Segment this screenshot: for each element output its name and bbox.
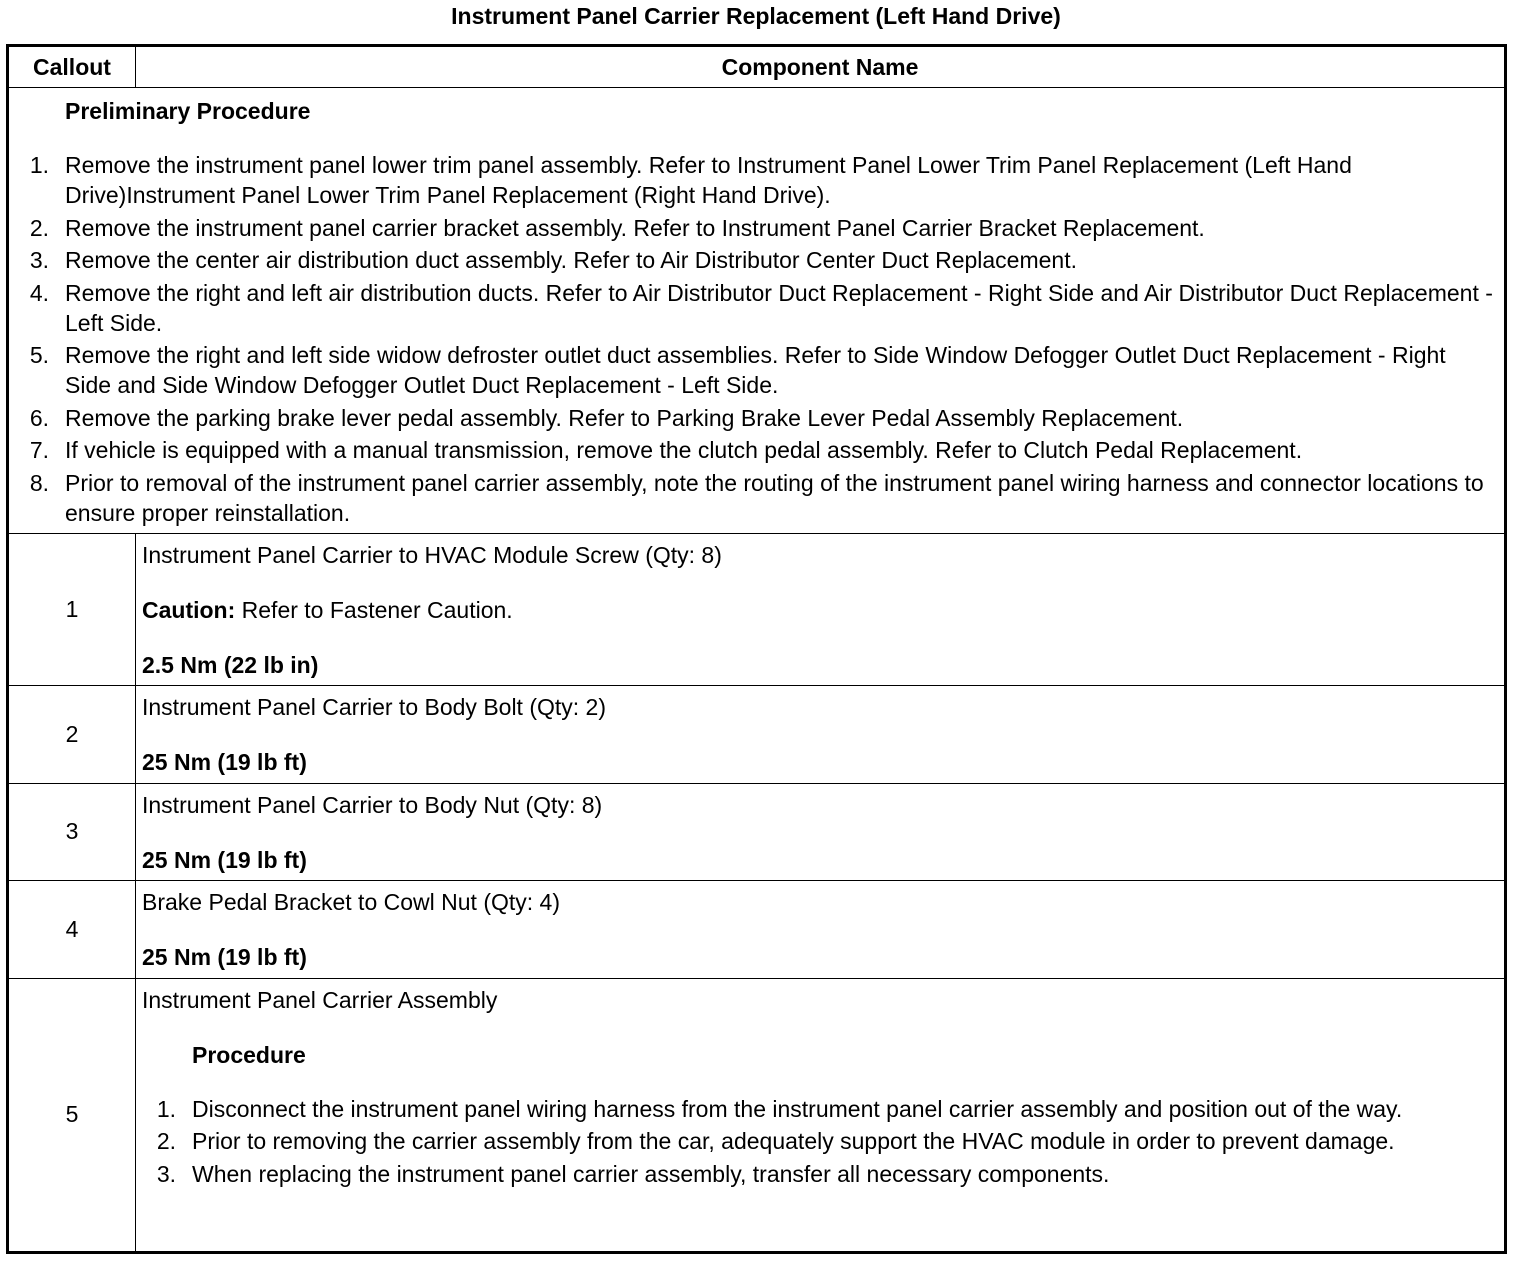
table-row <box>8 534 1506 686</box>
preliminary-step: 4. Remove the right and left air distribution ducts. Refer to Air Distributor Duct Replacement - Right Side and Air Distributor Duct Replacement - Left Side. <box>29 279 1493 336</box>
procedure-step: 2. Prior to removing the carrier assembly from the car, adequately support the HVAC module in order to prevent damage. <box>156 1128 1395 1154</box>
procedure-step: 1. Disconnect the instrument panel wiring harness from the instrument panel carrier assembly and position out of the way. <box>156 1095 1403 1122</box>
callout-cell: 1 <box>8 534 136 686</box>
table-row <box>8 686 1506 784</box>
procedure-title: Procedure <box>192 1041 306 1068</box>
component-cell <box>136 978 1506 1252</box>
preliminary-row <box>8 88 1506 534</box>
table-row <box>8 881 1506 979</box>
callout-header: Callout <box>8 46 136 88</box>
component-name: Instrument Panel Carrier to HVAC Module Screw (Qty: 8) <box>142 542 722 568</box>
caution-label: Caution: <box>142 597 236 623</box>
component-cell <box>136 881 1506 979</box>
torque-spec: 25 Nm (19 lb ft) <box>142 749 307 775</box>
callout-cell: 5 <box>8 978 136 1252</box>
document-title: Instrument Panel Carrier Replacement (Left Hand Drive) <box>451 3 1061 29</box>
preliminary-step: 5. Remove the right and left side widow defroster outlet duct assemblies. Refer to Side Window Defogger Outlet Duct Replacement - Right Side and Side Window Defogger Outlet Duct Replacement - Left Side. <box>29 342 1446 398</box>
procedure-step: 3. When replacing the instrument panel carrier assembly, transfer all necessary components. <box>156 1160 1110 1187</box>
component-name: Brake Pedal Bracket to Cowl Nut (Qty: 4) <box>142 889 560 915</box>
torque-spec: 25 Nm (19 lb ft) <box>142 944 307 970</box>
preliminary-cell <box>8 88 1506 534</box>
preliminary-step: 7. If vehicle is equipped with a manual transmission, remove the clutch pedal assembly. Refer to Clutch Pedal Replacement. <box>29 437 1303 463</box>
preliminary-steps <box>9 150 1504 528</box>
torque-spec: 2.5 Nm (22 lb in) <box>142 652 319 678</box>
procedure-steps <box>142 1094 1498 1189</box>
callout-cell: 4 <box>8 881 136 979</box>
component-cell <box>136 534 1506 686</box>
component-name: Instrument Panel Carrier to Body Nut (Qty: 8) <box>142 791 603 818</box>
header-row <box>8 46 1506 88</box>
table-row <box>8 783 1506 881</box>
caution-note <box>142 595 1498 625</box>
preliminary-title: Preliminary Procedure <box>65 98 311 124</box>
component-cell <box>136 783 1506 881</box>
component-name: Instrument Panel Carrier Assembly <box>142 986 498 1013</box>
preliminary-step: 3. Remove the center air distribution duct assembly. Refer to Air Distributor Center Duct Replacement. <box>29 247 1077 273</box>
component-table <box>6 44 1507 1254</box>
component-name: Instrument Panel Carrier to Body Bolt (Qty: 2) <box>142 694 607 720</box>
torque-spec: 25 Nm (19 lb ft) <box>142 846 307 873</box>
callout-cell: 3 <box>8 783 136 881</box>
preliminary-step: 2. Remove the instrument panel carrier bracket assembly. Refer to Instrument Panel Carrier Bracket Replacement. <box>29 214 1205 241</box>
preliminary-step: 8. Prior to removal of the instrument panel carrier assembly, note the routing of the instrument panel wiring harness and connector locations to ensure proper reinstallation. <box>29 469 1484 526</box>
component-cell <box>136 686 1506 784</box>
callout-cell: 2 <box>8 686 136 784</box>
component-name-header: Component Name <box>136 46 1506 88</box>
table-row <box>8 978 1506 1252</box>
preliminary-step: 1. Remove the instrument panel lower trim panel assembly. Refer to Instrument Panel Lower Trim Panel Replacement (Left Hand Drive)Instrument Panel Lower Trim Panel Replacement (Right Hand Drive). <box>29 152 1352 208</box>
preliminary-step: 6. Remove the parking brake lever pedal assembly. Refer to Parking Brake Lever Pedal Assembly Replacement. <box>29 404 1184 431</box>
caution-text: Refer to Fastener Caution. <box>235 597 513 623</box>
